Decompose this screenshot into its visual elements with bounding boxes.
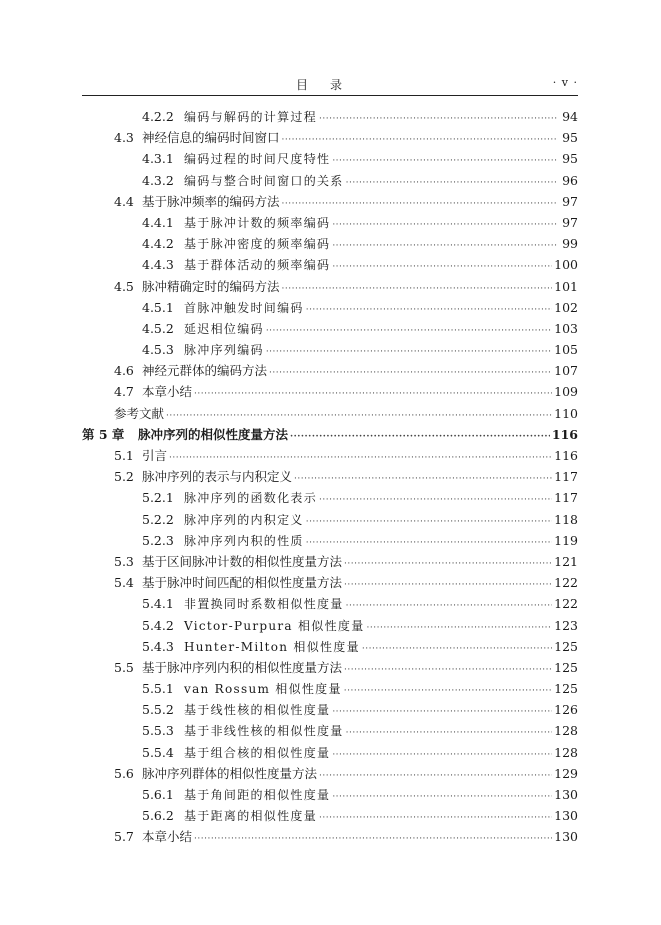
dot-leader [346, 723, 553, 744]
toc-entry-title: 基于脉冲密度的频率编码 [184, 237, 331, 252]
dot-leader [294, 469, 552, 490]
toc-entry-page: 97 [562, 214, 578, 230]
dot-leader [332, 215, 558, 236]
toc-entry-title: van Rossum 相似性度量 [184, 682, 342, 697]
toc-entry-page: 118 [554, 511, 578, 527]
toc-entry-title: 脉冲精确定时的编码方法 [142, 278, 280, 294]
toc-entry [82, 487, 578, 508]
toc-entry-title: 延迟相位编码 [184, 321, 264, 336]
toc-entry-number: 4.5.1 [142, 299, 174, 315]
toc-entry-page: 125 [554, 659, 578, 675]
toc-entry-title: 首脉冲触发时间编码 [184, 300, 304, 315]
dot-leader [344, 575, 552, 596]
toc-entry-title: 基于角间距的相似性度量 [184, 788, 331, 802]
dot-leader [266, 321, 552, 342]
toc-entry [82, 572, 578, 593]
toc-entry [82, 339, 578, 360]
dot-leader [344, 660, 552, 681]
toc-entry-title: 基于脉冲序列内积的相似性度量方法 [142, 659, 343, 675]
dot-leader [194, 384, 552, 405]
toc-entry-number: 4.3.1 [142, 151, 174, 167]
toc-entry-title: 脉冲序列的函数化表示 [184, 491, 318, 506]
toc-entry-title: 编码与解码的计算过程 [184, 110, 318, 124]
toc-entry-number: 5.1 [114, 448, 134, 463]
toc-entry-page: 99 [562, 236, 578, 252]
toc-entry-title: Hunter-Milton 相似性度量 [184, 639, 360, 654]
toc-entry [82, 127, 578, 148]
toc-entry [82, 191, 578, 212]
toc-entry-number: 5.5.2 [142, 702, 174, 718]
dot-leader [332, 787, 552, 808]
toc-entry-page: 117 [554, 490, 578, 506]
dot-leader [319, 766, 552, 787]
toc-entry-number: 4.3.2 [142, 172, 174, 188]
toc-entry-number: 4.3 [114, 130, 134, 146]
toc-entry-page: 126 [554, 702, 578, 718]
dot-leader [332, 151, 558, 172]
toc-entry-number: 5.7 [114, 829, 134, 845]
toc-entry-title: 脉冲序列的内积定义 [184, 512, 304, 527]
toc-entry [82, 530, 578, 551]
toc-entry-title: 本章小结 [142, 384, 193, 400]
toc-entry-page: 130 [554, 787, 578, 802]
toc-entry-title: 基于区间脉冲计数的相似性度量方法 [142, 553, 343, 569]
dot-leader [367, 618, 553, 639]
toc-entry-title: 神经信息的编码时间窗口 [142, 130, 280, 146]
toc-entry-number: 4.4.3 [142, 257, 174, 273]
toc-entry [82, 615, 578, 636]
toc-entry-number: 5.6.1 [142, 787, 174, 802]
toc-entry-number: 4.4 [114, 193, 134, 209]
toc-entry-number: 5.5.3 [142, 723, 174, 739]
dot-leader [346, 173, 558, 194]
dot-leader [306, 512, 552, 533]
dot-leader [319, 109, 558, 130]
toc-entry-number: 5.4 [114, 575, 134, 591]
toc-entry-page: 95 [562, 130, 578, 146]
toc-entry-title: 基于脉冲频率的编码方法 [142, 193, 280, 209]
toc-entry-title: 脉冲序列编码 [184, 343, 264, 358]
toc-entry-page: 101 [554, 278, 578, 294]
dot-leader [332, 257, 552, 278]
toc-entry [82, 445, 578, 466]
toc-entry-page: 96 [562, 172, 578, 188]
toc-entry [82, 148, 578, 169]
toc-entry-title: 基于组合核的相似性度量 [184, 745, 331, 760]
toc-entry-title: 编码与整合时间窗口的关系 [184, 173, 344, 188]
toc-entry-page: 95 [562, 151, 578, 167]
dot-leader [306, 300, 552, 321]
dot-leader [282, 194, 558, 215]
header-divider [82, 95, 578, 96]
toc-entry-page: 119 [554, 532, 578, 548]
toc-entry-number: 4.4.1 [142, 214, 174, 230]
toc-entry [82, 254, 578, 275]
toc-entry-number: 5.6 [114, 765, 134, 781]
toc-entry-title: 基于非线性核的相似性度量 [184, 724, 344, 739]
toc-entry [82, 509, 578, 530]
toc-entry-page: 130 [554, 829, 578, 845]
toc-entry-title: 基于线性核的相似性度量 [184, 703, 331, 718]
toc-entry-page: 123 [554, 617, 578, 633]
header-page-number: · v · [552, 76, 578, 89]
toc-entry [82, 170, 578, 191]
toc-entry-number: 5.5.1 [142, 681, 174, 697]
toc-entry [82, 297, 578, 318]
toc-entry [82, 593, 578, 614]
toc-entry-page: 110 [554, 405, 578, 421]
toc-entry-page: 94 [562, 109, 578, 124]
toc-entry [82, 678, 578, 699]
toc-entry-number: 4.4.2 [142, 236, 174, 252]
toc-entry-page: 117 [554, 469, 578, 485]
toc-entry-number: 5.2.1 [142, 490, 174, 506]
toc-entry-title: 基于脉冲计数的频率编码 [184, 215, 331, 230]
dot-leader [282, 279, 553, 300]
toc-entry-page: 97 [562, 193, 578, 209]
toc-entry-number: 5.4.1 [142, 596, 174, 612]
toc-entry-number: 5.3 [114, 553, 134, 569]
page-header [82, 72, 578, 96]
dot-leader [362, 639, 552, 660]
dot-leader [332, 236, 558, 257]
toc-entry-title: Victor-Purpura 相似性度量 [184, 618, 365, 633]
dot-leader [346, 596, 553, 617]
toc-entry-page: 107 [554, 363, 578, 379]
toc-entry [82, 106, 578, 127]
toc-entry [82, 403, 578, 424]
toc-entry-page: 122 [554, 575, 578, 591]
toc-entry-page: 130 [554, 808, 578, 824]
toc-entry [82, 424, 578, 445]
toc-entry [82, 720, 578, 741]
toc-entry-title: 基于群体活动的频率编码 [184, 258, 331, 273]
toc-entry-page: 125 [554, 638, 578, 654]
toc-entry-number: 4.5.2 [142, 320, 174, 336]
toc-entry-title: 非置换同时系数相似性度量 [184, 597, 344, 612]
toc-entry-number: 5.4.2 [142, 617, 174, 633]
toc-entry-number: 5.2.3 [142, 532, 174, 548]
toc-entry [82, 805, 578, 826]
toc-entry-page: 109 [554, 384, 578, 400]
dot-leader [332, 745, 552, 766]
toc-entry-page: 128 [554, 723, 578, 739]
toc-entry-page: 128 [554, 744, 578, 760]
dot-leader [194, 829, 552, 850]
toc-entry [82, 318, 578, 339]
toc-entry-number: 5.4.3 [142, 638, 174, 654]
toc-entry-number: 4.6 [114, 363, 134, 379]
toc-entry [82, 763, 578, 784]
toc-entry-number: 5.6.2 [142, 808, 174, 824]
toc-entry [82, 742, 578, 763]
toc-entry-page: 116 [551, 426, 578, 442]
toc-entry-title: 引言 [142, 448, 168, 463]
toc-entry-page: 125 [554, 681, 578, 697]
toc-entry-number: 4.5 [114, 278, 134, 294]
toc-entry [82, 276, 578, 297]
toc-entry-page: 122 [554, 596, 578, 612]
toc-entry-number: 4.2.2 [142, 109, 174, 124]
toc-entry [82, 381, 578, 402]
table-of-contents [82, 106, 578, 848]
toc-entry-title: 神经元群体的编码方法 [142, 363, 268, 379]
dot-leader [266, 342, 552, 363]
dot-leader [290, 427, 550, 448]
toc-entry [82, 360, 578, 381]
dot-leader [332, 702, 552, 723]
toc-entry-page: 102 [554, 299, 578, 315]
toc-entry-number: 4.7 [114, 384, 134, 400]
toc-entry [82, 212, 578, 233]
toc-entry-title: 编码过程的时间尺度特性 [184, 152, 331, 167]
toc-entry [82, 826, 578, 847]
dot-leader [269, 363, 552, 384]
toc-entry-number: 5.2.2 [142, 511, 174, 527]
toc-entry-title: 本章小结 [142, 829, 193, 845]
toc-entry-page: 116 [554, 448, 578, 463]
toc-entry [82, 466, 578, 487]
toc-entry [82, 233, 578, 254]
toc-entry-title: 脉冲序列的表示与内积定义 [142, 469, 293, 485]
toc-entry-title: 参考文献 [114, 405, 165, 421]
dot-leader [319, 808, 552, 829]
toc-entry-number: 4.5.3 [142, 342, 174, 358]
dot-leader [319, 490, 552, 511]
toc-entry [82, 551, 578, 572]
toc-entry-title: 脉冲序列群体的相似性度量方法 [142, 765, 318, 781]
dot-leader [282, 130, 558, 151]
dot-leader [344, 681, 552, 702]
toc-entry [82, 784, 578, 805]
toc-entry-title: 脉冲序列的相似性度量方法 [138, 426, 289, 442]
toc-entry-page: 121 [554, 553, 578, 569]
toc-entry-page: 100 [554, 257, 578, 273]
toc-entry-title: 脉冲序列内积的性质 [184, 533, 304, 548]
toc-entry-page: 129 [554, 765, 578, 781]
toc-entry-title: 基于距离的相似性度量 [184, 809, 318, 824]
toc-entry-page: 105 [554, 342, 578, 358]
dot-leader [344, 554, 552, 575]
toc-entry-number: 5.2 [114, 469, 134, 485]
toc-entry-number: 5.5 [114, 659, 134, 675]
header-title: 目录 [295, 78, 364, 92]
toc-entry [82, 636, 578, 657]
toc-entry-title: 基于脉冲时间匹配的相似性度量方法 [142, 575, 343, 591]
toc-entry [82, 657, 578, 678]
dot-leader [306, 533, 552, 554]
toc-entry [82, 699, 578, 720]
toc-entry-page: 103 [554, 320, 578, 336]
toc-entry-number: 5.5.4 [142, 744, 174, 760]
toc-entry-number: 第 5 章 [82, 426, 125, 442]
